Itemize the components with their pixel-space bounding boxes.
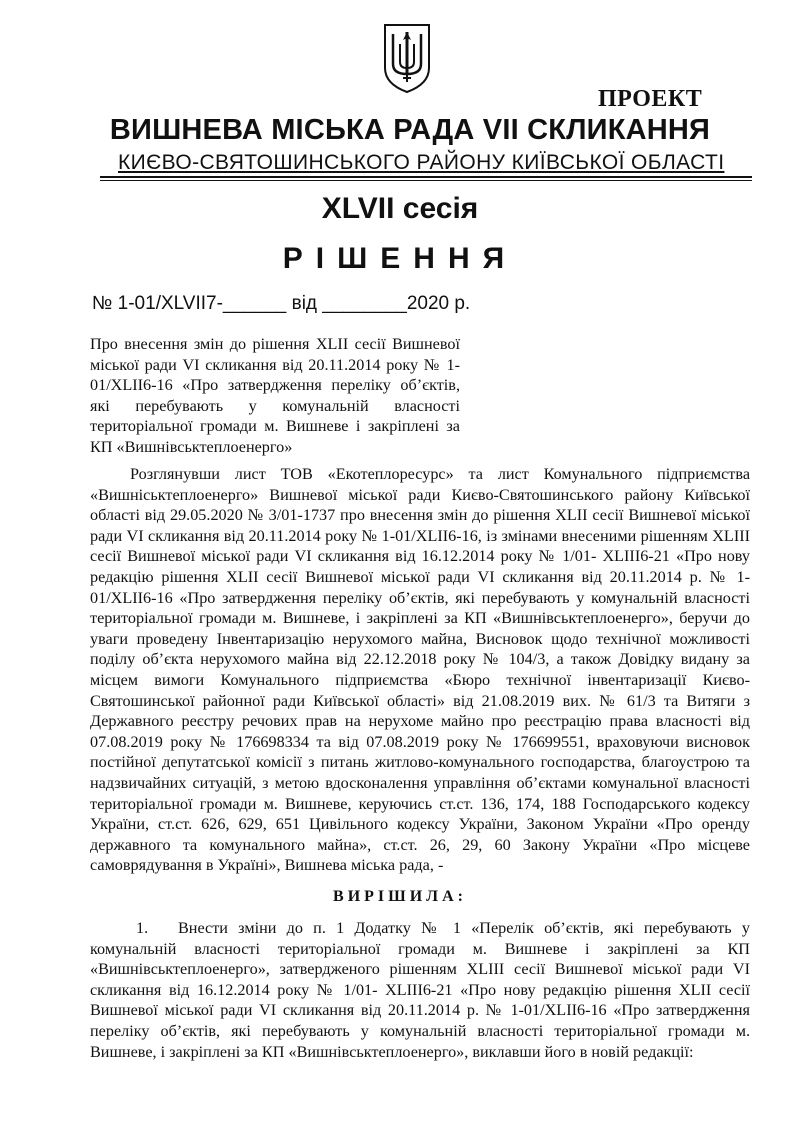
trident-coat-of-arms-icon <box>382 22 432 94</box>
point-text: Внести зміни до п. 1 Додатку № 1 «Перелік об’єктів, які перебувають у комунальній власності територіальної громади м. Вишневе і закріплені за КП «Вишнівськтеплоенерго», затвердженого рішенням XLIII сесії Вишневої міської ради VI скликання від 16.12.2014 року № 1/01- XLIII6-21 «Про нову редакцію рішення XLII сесії Вишневої міської ради VI скликання від 20.11.2014 р. № 1-01/XLII6-16 «Про затвердження переліку об’єктів, які перебувають у комунальній власності територіальної громади м. Вишневе, і закріплені за КП «Вишнівськтеплоенерго», виклавши його в новій редакції: <box>90 919 750 1061</box>
header-divider-thin <box>100 180 752 181</box>
decision-subject: Про внесення змін до рішення XLII сесії Вишневої міської ради VI скликання від 20.11.2014 року № 1-01/XLII6-16 «Про затвердження переліку об’єктів, які перебувають у комунальній власності територіальної громади м. Вишневе і закріплені за КП «Вишнівськтеплоенерго» <box>90 335 460 456</box>
session-title: XLVII сесія <box>321 192 479 225</box>
decision-number: № 1-01/XLVII7-______ від ________2020 р. <box>92 293 471 314</box>
draft-label: ПРОЕКТ <box>598 86 703 112</box>
point-number: 1. <box>136 919 149 937</box>
resolved-heading: ВИРІШИЛА: <box>333 888 467 905</box>
council-name: ВИШНЕВА МІСЬКА РАДА VII СКЛИКАННЯ <box>109 114 711 146</box>
district-name: КИЄВО-СВЯТОШИНСЬКОГО РАЙОНУ КИЇВСЬКОЇ ОБЛАСТІ <box>118 151 725 174</box>
header-divider <box>100 176 752 178</box>
decision-title: РІШЕННЯ <box>282 242 518 275</box>
preamble-paragraph: Розглянувши лист ТОВ «Екотеплоресурс» та лист Комунального підприємства «Вишніськтеплоенерго» Вишневої міської ради Києво-Святошинського району Київської області від 29.05.2020 № 3/01-1737 про внесення змін до рішення XLII сесії Вишневої міської ради VI скликання від 20.11.2014 року № 1-01/XLII6-16, із змінами внесеними рішенням XLIII сесії Вишневої міської ради VI скликання від 16.12.2014 року № 1/01- XLIII6-21 «Про нову редакцію рішення XLII сесії Вишневої міської ради VI скликання від 20.11.2014 р. № 1-01/XLII6-16 «Про затвердження переліку об’єктів, які перебувають у комунальній власності територіальної громади м. Вишневе, і закріплені за КП «Вишнівськтеплоенерго», беручи до уваги проведену Інвентаризацію нерухомого майна, Висновок щодо технічної можливості поділу об’єкта нерухомого майна від 22.12.2018 року № 104/3, а також Довідку видану за місцем вимоги Комунального підприємства «Бюро технічної інвентаризації Києво-Святошинської районної ради Київської області» від 21.08.2019 вих. № 61/3 та Витяги з Державного реєстру речових прав на нерухоме майно про реєстрацію права власності від 07.08.2019 року № 176698334 та від 07.08.2019 року № 176699551, враховуючи висновок постійної депутатської комісії з питань житлово-комунального господарства, благоустрою та надзвичайних ситуацій, з метою вдосконалення управління об’єктами комунальної власності територіальної громади м. Вишневе, керуючись ст.ст. 136, 174, 188 Господарського кодексу України, ст.ст. 626, 629, 651 Цивільного кодексу України, Законом України «Про оренду державного та комунального майна», ст.ст. 26, 29, 60 Закону України «Про місцеве самоврядування в Україні», Вишнева міська рада, - <box>90 465 750 875</box>
list-item <box>90 918 750 1062</box>
